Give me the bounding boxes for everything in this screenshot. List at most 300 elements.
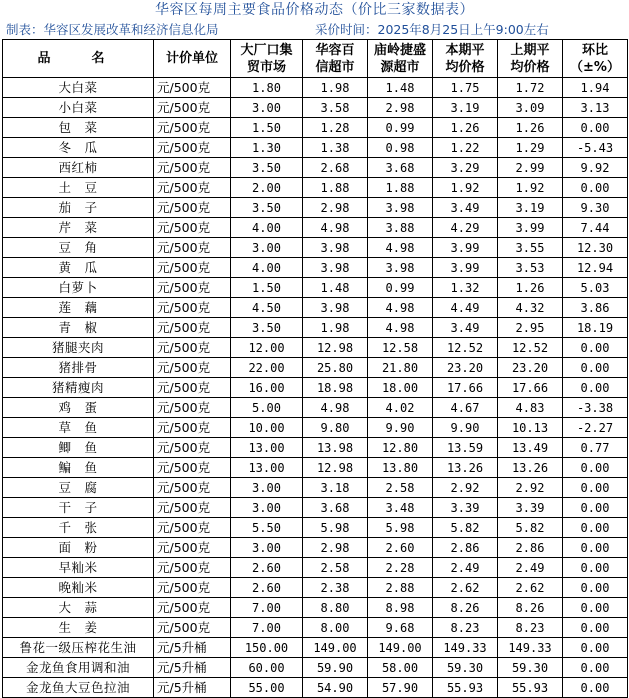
cell-price-baixin: 8.80 — [303, 598, 368, 618]
cell-price-jiesheng: 4.98 — [368, 238, 433, 258]
cell-change-percent: 12.30 — [563, 238, 628, 258]
cell-product-name: 千 张 — [3, 518, 154, 538]
cell-price-baixin: 3.98 — [303, 238, 368, 258]
cell-unit: 元/500克 — [154, 318, 231, 338]
table-row — [3, 218, 628, 238]
cell-previous-average: 3.39 — [498, 498, 563, 518]
cell-previous-average: 4.83 — [498, 398, 563, 418]
cell-price-baixin: 1.88 — [303, 178, 368, 198]
cell-current-average: 1.32 — [433, 278, 498, 298]
cell-previous-average: 1.26 — [498, 278, 563, 298]
cell-current-average: 3.39 — [433, 498, 498, 518]
cell-unit: 元/500克 — [154, 138, 231, 158]
cell-price-dachangkou: 7.00 — [231, 618, 303, 638]
cell-price-dachangkou: 7.00 — [231, 598, 303, 618]
cell-price-baixin: 2.98 — [303, 538, 368, 558]
cell-previous-average: 8.23 — [498, 618, 563, 638]
cell-price-dachangkou: 3.00 — [231, 538, 303, 558]
cell-current-average: 4.67 — [433, 398, 498, 418]
cell-price-dachangkou: 4.00 — [231, 218, 303, 238]
cell-previous-average: 2.86 — [498, 538, 563, 558]
cell-price-baixin: 13.98 — [303, 438, 368, 458]
table-row — [3, 518, 628, 538]
cell-previous-average: 13.26 — [498, 458, 563, 478]
cell-unit: 元/500克 — [154, 418, 231, 438]
cell-price-dachangkou: 3.50 — [231, 158, 303, 178]
header-current-average-text: 本期平 均价格 — [445, 42, 485, 75]
cell-previous-average: 1.92 — [498, 178, 563, 198]
cell-price-jiesheng: 2.60 — [368, 538, 433, 558]
cell-previous-average: 2.49 — [498, 558, 563, 578]
cell-current-average: 13.59 — [433, 438, 498, 458]
cell-price-baixin: 2.98 — [303, 198, 368, 218]
cell-price-baixin: 54.90 — [303, 678, 368, 698]
cell-unit: 元/500克 — [154, 198, 231, 218]
cell-unit: 元/500克 — [154, 98, 231, 118]
cell-price-baixin: 4.98 — [303, 398, 368, 418]
cell-previous-average: 3.55 — [498, 238, 563, 258]
cell-previous-average: 4.32 — [498, 298, 563, 318]
cell-price-jiesheng: 3.48 — [368, 498, 433, 518]
cell-unit: 元/5升桶 — [154, 638, 231, 658]
cell-price-baixin: 18.98 — [303, 378, 368, 398]
table-row — [3, 558, 628, 578]
cell-price-baixin: 1.38 — [303, 138, 368, 158]
table-row — [3, 98, 628, 118]
cell-price-jiesheng: 18.00 — [368, 378, 433, 398]
cell-unit: 元/500克 — [154, 78, 231, 98]
cell-change-percent: 1.94 — [563, 78, 628, 98]
cell-price-dachangkou: 2.60 — [231, 578, 303, 598]
cell-change-percent: -5.43 — [563, 138, 628, 158]
cell-current-average: 55.93 — [433, 678, 498, 698]
cell-price-jiesheng: 58.00 — [368, 658, 433, 678]
cell-current-average: 2.62 — [433, 578, 498, 598]
cell-unit: 元/500克 — [154, 218, 231, 238]
cell-current-average: 3.19 — [433, 98, 498, 118]
cell-current-average: 3.49 — [433, 318, 498, 338]
cell-price-jiesheng: 0.99 — [368, 278, 433, 298]
cell-change-percent: 0.00 — [563, 478, 628, 498]
cell-change-percent: 0.00 — [563, 538, 628, 558]
cell-unit: 元/500克 — [154, 398, 231, 418]
cell-price-jiesheng: 4.98 — [368, 318, 433, 338]
header-market-baixin — [303, 40, 368, 78]
cell-price-baixin: 8.00 — [303, 618, 368, 638]
cell-product-name: 黄 瓜 — [3, 258, 154, 278]
cell-price-baixin: 59.90 — [303, 658, 368, 678]
table-row — [3, 478, 628, 498]
cell-current-average: 1.26 — [433, 118, 498, 138]
cell-price-baixin: 12.98 — [303, 338, 368, 358]
cell-price-jiesheng: 3.88 — [368, 218, 433, 238]
cell-unit: 元/500克 — [154, 278, 231, 298]
cell-price-jiesheng: 2.88 — [368, 578, 433, 598]
header-previous-average — [498, 40, 563, 78]
cell-previous-average: 2.62 — [498, 578, 563, 598]
cell-price-baixin: 2.58 — [303, 558, 368, 578]
cell-unit: 元/500克 — [154, 458, 231, 478]
table-row — [3, 198, 628, 218]
table-row — [3, 258, 628, 278]
cell-current-average: 2.49 — [433, 558, 498, 578]
report-meta — [0, 20, 629, 39]
cell-price-baixin: 1.48 — [303, 278, 368, 298]
cell-product-name: 包 菜 — [3, 118, 154, 138]
cell-change-percent: 0.00 — [563, 658, 628, 678]
cell-change-percent: 0.00 — [563, 338, 628, 358]
cell-change-percent: 7.44 — [563, 218, 628, 238]
cell-previous-average: 3.99 — [498, 218, 563, 238]
cell-change-percent: 0.00 — [563, 578, 628, 598]
cell-product-name: 大 蒜 — [3, 598, 154, 618]
cell-change-percent: 0.00 — [563, 458, 628, 478]
cell-price-dachangkou: 3.50 — [231, 198, 303, 218]
cell-price-jiesheng: 2.98 — [368, 98, 433, 118]
cell-current-average: 2.86 — [433, 538, 498, 558]
cell-price-dachangkou: 150.00 — [231, 638, 303, 658]
cell-current-average: 17.66 — [433, 378, 498, 398]
cell-price-jiesheng: 3.98 — [368, 258, 433, 278]
cell-price-jiesheng: 3.68 — [368, 158, 433, 178]
cell-current-average: 23.20 — [433, 358, 498, 378]
table-row — [3, 138, 628, 158]
cell-change-percent: 18.19 — [563, 318, 628, 338]
table-row — [3, 118, 628, 138]
cell-current-average: 13.26 — [433, 458, 498, 478]
cell-change-percent: 0.00 — [563, 358, 628, 378]
cell-current-average: 12.52 — [433, 338, 498, 358]
cell-change-percent: 0.00 — [563, 178, 628, 198]
cell-price-dachangkou: 60.00 — [231, 658, 303, 678]
cell-price-baixin: 3.58 — [303, 98, 368, 118]
cell-price-dachangkou: 22.00 — [231, 358, 303, 378]
cell-current-average: 5.82 — [433, 518, 498, 538]
cell-current-average: 1.92 — [433, 178, 498, 198]
cell-price-baixin: 2.68 — [303, 158, 368, 178]
cell-change-percent: 3.86 — [563, 298, 628, 318]
cell-unit: 元/500克 — [154, 558, 231, 578]
cell-price-baixin: 1.98 — [303, 318, 368, 338]
cell-product-name: 生 姜 — [3, 618, 154, 638]
report-title: 华容区每周主要食品价格动态（价比三家数据表） — [155, 2, 474, 18]
cell-previous-average: 59.30 — [498, 658, 563, 678]
table-row — [3, 318, 628, 338]
cell-current-average: 3.99 — [433, 258, 498, 278]
cell-change-percent: 0.00 — [563, 378, 628, 398]
price-table — [2, 39, 628, 698]
cell-price-jiesheng: 57.90 — [368, 678, 433, 698]
cell-price-dachangkou: 4.00 — [231, 258, 303, 278]
cell-product-name: 干 子 — [3, 498, 154, 518]
table-row — [3, 378, 628, 398]
cell-product-name: 晚籼米 — [3, 578, 154, 598]
cell-price-dachangkou: 3.50 — [231, 318, 303, 338]
cell-price-jiesheng: 2.28 — [368, 558, 433, 578]
cell-product-name: 猪排骨 — [3, 358, 154, 378]
cell-price-jiesheng: 1.88 — [368, 178, 433, 198]
table-row — [3, 498, 628, 518]
cell-price-dachangkou: 10.00 — [231, 418, 303, 438]
cell-product-name: 小白菜 — [3, 98, 154, 118]
cell-product-name: 鲫 鱼 — [3, 438, 154, 458]
cell-current-average: 4.49 — [433, 298, 498, 318]
cell-change-percent: 3.13 — [563, 98, 628, 118]
table-row — [3, 338, 628, 358]
cell-price-jiesheng: 9.90 — [368, 418, 433, 438]
cell-product-name: 金龙鱼大豆色拉油 — [3, 678, 154, 698]
compiler-label: 制表：华容区发展改革和经济信息化局 — [6, 22, 219, 37]
table-row — [3, 578, 628, 598]
cell-change-percent: -3.38 — [563, 398, 628, 418]
table-row — [3, 298, 628, 318]
cell-product-name: 豆 角 — [3, 238, 154, 258]
cell-unit: 元/5升桶 — [154, 678, 231, 698]
cell-change-percent: 5.03 — [563, 278, 628, 298]
cell-price-jiesheng: 12.80 — [368, 438, 433, 458]
cell-previous-average: 1.26 — [498, 118, 563, 138]
cell-current-average: 3.99 — [433, 238, 498, 258]
cell-price-jiesheng: 3.98 — [368, 198, 433, 218]
cell-price-jiesheng: 9.68 — [368, 618, 433, 638]
table-row — [3, 458, 628, 478]
cell-price-jiesheng: 8.98 — [368, 598, 433, 618]
header-market-jiesheng — [368, 40, 433, 78]
cell-previous-average: 1.29 — [498, 138, 563, 158]
cell-current-average: 8.26 — [433, 598, 498, 618]
cell-previous-average: 8.26 — [498, 598, 563, 618]
cell-product-name: 白萝卜 — [3, 278, 154, 298]
table-row — [3, 678, 628, 698]
cell-unit: 元/500克 — [154, 438, 231, 458]
cell-change-percent: 0.00 — [563, 558, 628, 578]
header-change-percent — [563, 40, 628, 78]
cell-price-baixin: 1.28 — [303, 118, 368, 138]
cell-product-name: 早籼米 — [3, 558, 154, 578]
cell-price-jiesheng: 1.48 — [368, 78, 433, 98]
cell-change-percent: 0.00 — [563, 598, 628, 618]
cell-product-name: 茄 子 — [3, 198, 154, 218]
cell-price-jiesheng: 4.02 — [368, 398, 433, 418]
cell-previous-average: 12.52 — [498, 338, 563, 358]
cell-price-dachangkou: 3.00 — [231, 238, 303, 258]
cell-unit: 元/500克 — [154, 238, 231, 258]
cell-price-dachangkou: 2.00 — [231, 178, 303, 198]
cell-price-dachangkou: 2.60 — [231, 558, 303, 578]
cell-previous-average: 3.09 — [498, 98, 563, 118]
cell-unit: 元/500克 — [154, 378, 231, 398]
cell-current-average: 8.23 — [433, 618, 498, 638]
cell-price-baixin: 9.80 — [303, 418, 368, 438]
cell-previous-average: 1.72 — [498, 78, 563, 98]
cell-unit: 元/500克 — [154, 338, 231, 358]
header-market-baixin-text: 华容百 信超市 — [315, 42, 355, 75]
cell-price-dachangkou: 13.00 — [231, 438, 303, 458]
cell-unit: 元/500克 — [154, 518, 231, 538]
cell-unit: 元/500克 — [154, 498, 231, 518]
cell-price-baixin: 3.18 — [303, 478, 368, 498]
cell-unit: 元/500克 — [154, 118, 231, 138]
cell-price-jiesheng: 21.80 — [368, 358, 433, 378]
table-row — [3, 618, 628, 638]
cell-price-dachangkou: 55.00 — [231, 678, 303, 698]
header-market-jiesheng-text: 庙岭捷盛 源超市 — [373, 42, 426, 75]
cell-price-dachangkou: 3.00 — [231, 478, 303, 498]
cell-price-jiesheng: 12.58 — [368, 338, 433, 358]
collect-time-label: 采价时间：2025年8月25日上午9:00左右 — [315, 22, 549, 37]
cell-product-name: 草 鱼 — [3, 418, 154, 438]
cell-current-average: 3.49 — [433, 198, 498, 218]
cell-change-percent: 9.92 — [563, 158, 628, 178]
table-row — [3, 638, 628, 658]
cell-current-average: 4.29 — [433, 218, 498, 238]
cell-unit: 元/500克 — [154, 158, 231, 178]
cell-previous-average: 23.20 — [498, 358, 563, 378]
table-row — [3, 398, 628, 418]
cell-current-average: 1.75 — [433, 78, 498, 98]
cell-price-jiesheng: 13.80 — [368, 458, 433, 478]
table-row — [3, 278, 628, 298]
cell-product-name: 鲁花一级压榨花生油 — [3, 638, 154, 658]
cell-price-baixin: 25.80 — [303, 358, 368, 378]
header-market-dachangkou — [231, 40, 303, 78]
header-change-percent-text: 环比 （±%） — [570, 42, 620, 75]
cell-current-average: 2.92 — [433, 478, 498, 498]
table-row — [3, 178, 628, 198]
table-row — [3, 598, 628, 618]
cell-price-baixin: 3.98 — [303, 298, 368, 318]
cell-previous-average: 3.19 — [498, 198, 563, 218]
cell-change-percent: -2.27 — [563, 418, 628, 438]
cell-previous-average: 10.13 — [498, 418, 563, 438]
cell-product-name: 莲 藕 — [3, 298, 154, 318]
cell-price-dachangkou: 1.50 — [231, 118, 303, 138]
cell-product-name: 猪腿夹肉 — [3, 338, 154, 358]
header-product-name: 品 名 — [3, 40, 154, 78]
cell-price-baixin: 3.98 — [303, 258, 368, 278]
cell-price-jiesheng: 0.98 — [368, 138, 433, 158]
cell-current-average: 149.33 — [433, 638, 498, 658]
table-row — [3, 418, 628, 438]
cell-change-percent: 0.00 — [563, 498, 628, 518]
cell-previous-average: 13.49 — [498, 438, 563, 458]
cell-product-name: 西红柿 — [3, 158, 154, 178]
cell-change-percent: 0.77 — [563, 438, 628, 458]
cell-product-name: 鳊 鱼 — [3, 458, 154, 478]
cell-price-dachangkou: 1.80 — [231, 78, 303, 98]
cell-product-name: 鸡 蛋 — [3, 398, 154, 418]
cell-change-percent: 0.00 — [563, 118, 628, 138]
cell-price-baixin: 4.98 — [303, 218, 368, 238]
cell-current-average: 9.90 — [433, 418, 498, 438]
table-row — [3, 438, 628, 458]
cell-price-dachangkou: 4.50 — [231, 298, 303, 318]
table-row — [3, 538, 628, 558]
cell-price-dachangkou: 1.30 — [231, 138, 303, 158]
cell-current-average: 59.30 — [433, 658, 498, 678]
cell-previous-average: 2.95 — [498, 318, 563, 338]
cell-product-name: 豆 腐 — [3, 478, 154, 498]
cell-price-dachangkou: 5.50 — [231, 518, 303, 538]
cell-change-percent: 0.00 — [563, 518, 628, 538]
cell-product-name: 冬 瓜 — [3, 138, 154, 158]
cell-unit: 元/500克 — [154, 178, 231, 198]
cell-price-dachangkou: 3.00 — [231, 98, 303, 118]
cell-price-jiesheng: 5.98 — [368, 518, 433, 538]
cell-current-average: 3.29 — [433, 158, 498, 178]
cell-price-baixin: 1.98 — [303, 78, 368, 98]
cell-price-jiesheng: 2.58 — [368, 478, 433, 498]
table-header-row — [3, 40, 628, 78]
cell-unit: 元/500克 — [154, 358, 231, 378]
table-row — [3, 78, 628, 98]
cell-unit: 元/500克 — [154, 478, 231, 498]
cell-price-jiesheng: 0.99 — [368, 118, 433, 138]
cell-previous-average: 5.82 — [498, 518, 563, 538]
cell-product-name: 土 豆 — [3, 178, 154, 198]
cell-previous-average: 2.92 — [498, 478, 563, 498]
table-body — [3, 78, 628, 698]
cell-unit: 元/500克 — [154, 258, 231, 278]
cell-change-percent: 0.00 — [563, 618, 628, 638]
cell-product-name: 猪精瘦肉 — [3, 378, 154, 398]
cell-price-baixin: 3.68 — [303, 498, 368, 518]
table-row — [3, 658, 628, 678]
cell-price-dachangkou: 12.00 — [231, 338, 303, 358]
cell-product-name: 大白菜 — [3, 78, 154, 98]
cell-unit: 元/500克 — [154, 538, 231, 558]
cell-current-average: 1.22 — [433, 138, 498, 158]
cell-change-percent: 9.30 — [563, 198, 628, 218]
cell-price-baixin: 5.98 — [303, 518, 368, 538]
cell-change-percent: 0.00 — [563, 678, 628, 698]
cell-previous-average: 17.66 — [498, 378, 563, 398]
cell-product-name: 青 椒 — [3, 318, 154, 338]
cell-previous-average: 55.93 — [498, 678, 563, 698]
table-row — [3, 158, 628, 178]
header-unit: 计价单位 — [154, 40, 231, 78]
cell-price-dachangkou: 1.50 — [231, 278, 303, 298]
cell-change-percent: 0.00 — [563, 638, 628, 658]
cell-price-dachangkou: 16.00 — [231, 378, 303, 398]
cell-unit: 元/500克 — [154, 298, 231, 318]
cell-unit: 元/500克 — [154, 618, 231, 638]
header-previous-average-text: 上期平 均价格 — [510, 42, 550, 75]
cell-unit: 元/500克 — [154, 598, 231, 618]
header-current-average — [433, 40, 498, 78]
cell-price-baixin: 149.00 — [303, 638, 368, 658]
cell-previous-average: 3.53 — [498, 258, 563, 278]
cell-unit: 元/5升桶 — [154, 658, 231, 678]
cell-change-percent: 12.94 — [563, 258, 628, 278]
cell-previous-average: 2.99 — [498, 158, 563, 178]
table-row — [3, 238, 628, 258]
cell-price-jiesheng: 149.00 — [368, 638, 433, 658]
cell-unit: 元/500克 — [154, 578, 231, 598]
cell-product-name: 芹 菜 — [3, 218, 154, 238]
header-market-dachangkou-text: 大厂口集 贸市场 — [240, 42, 293, 75]
cell-price-baixin: 12.98 — [303, 458, 368, 478]
cell-product-name: 面 粉 — [3, 538, 154, 558]
cell-price-dachangkou: 3.00 — [231, 498, 303, 518]
cell-previous-average: 149.33 — [498, 638, 563, 658]
cell-price-dachangkou: 13.00 — [231, 458, 303, 478]
table-row — [3, 358, 628, 378]
cell-price-dachangkou: 5.00 — [231, 398, 303, 418]
cell-product-name: 金龙鱼食用调和油 — [3, 658, 154, 678]
cell-price-jiesheng: 4.98 — [368, 298, 433, 318]
cell-price-baixin: 2.38 — [303, 578, 368, 598]
